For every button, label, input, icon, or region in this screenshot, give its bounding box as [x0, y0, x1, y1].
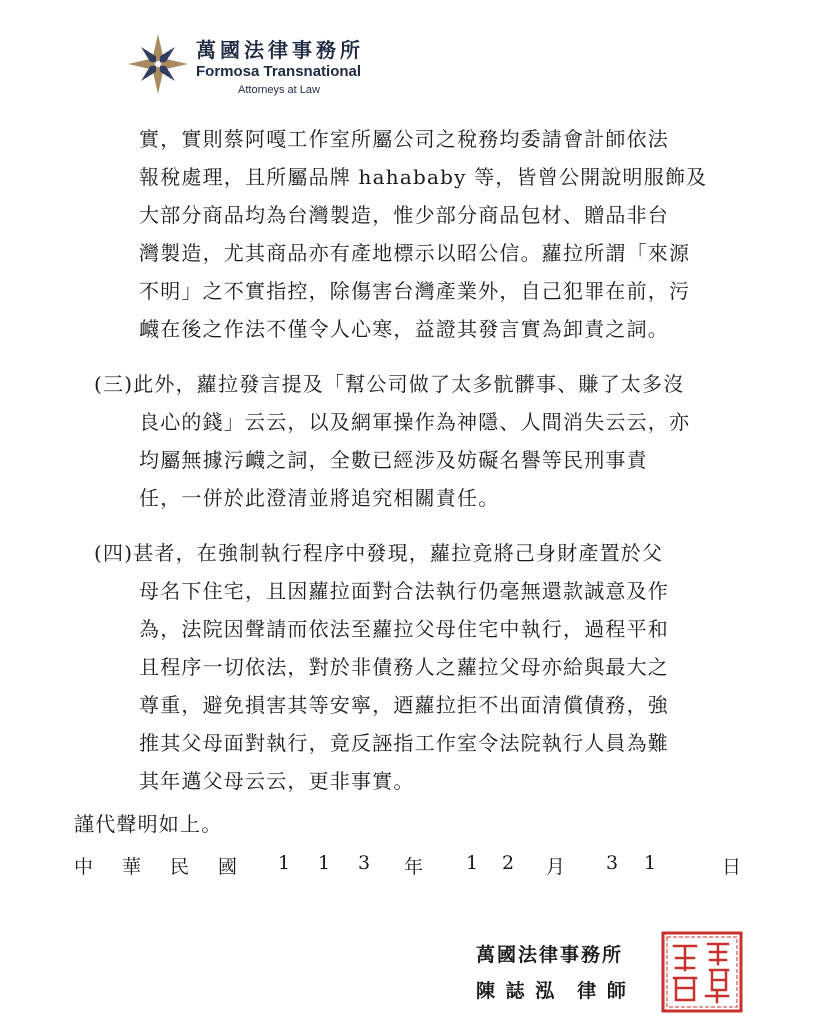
date-char: 華: [122, 856, 142, 878]
signature-firm: 萬國法律事務所: [476, 944, 624, 966]
body-line: 其年邁父母云云，更非事實。: [139, 769, 415, 793]
body-line: 報稅處理，且所屬品牌 hahababy 等，皆曾公開說明服飾及: [139, 165, 708, 189]
body-line: 尊重，避免損害其等安寧，迺蘿拉拒不出面清償債務，強: [139, 693, 669, 717]
body-line: 母名下住宅，且因蘿拉面對合法執行仍毫無還款誠意及作: [139, 579, 669, 603]
body-line: 灣製造，尤其商品亦有產地標示以昭公信。蘿拉所謂「來源: [139, 241, 691, 265]
body-line: 均屬無據污衊之詞，全數已經涉及妨礙名譽等民刑事責: [139, 448, 648, 472]
date-char: 1: [318, 852, 331, 874]
closing-line: 謹代聲明如上。: [74, 812, 223, 836]
body-line: 不明」之不實指控，除傷害台灣產業外，自己犯罪在前，污: [139, 279, 691, 303]
date-char: 1: [644, 852, 657, 874]
letterhead-firm-name-en: Formosa Transnational: [196, 63, 362, 80]
compass-star-logo-icon: [126, 32, 190, 96]
body-line: 推其父母面對執行，竟反誣指工作室令法院執行人員為難: [139, 731, 669, 755]
body-line: 實，實則蔡阿嘎工作室所屬公司之稅務均委請會計師依法: [139, 127, 669, 151]
date-char: 1: [466, 852, 479, 874]
body-line: (四)甚者，在強制執行程序中發現，蘿拉竟將己身財產置於父: [94, 541, 664, 565]
date-char: 中: [74, 856, 94, 878]
date-char: 2: [502, 852, 515, 874]
body-line: 衊在後之作法不僅令人心寒，益證其發言實為卸責之詞。: [139, 317, 669, 341]
body-line: 良心的錢」云云，以及網軍操作為神隱、人間消失云云，亦: [139, 410, 691, 434]
date-char: 3: [606, 852, 619, 874]
date-char: 日: [722, 856, 742, 878]
date-char: 年: [404, 856, 424, 878]
date-char: 民: [170, 856, 190, 878]
letterhead-firm-subtitle: Attorneys at Law: [238, 84, 320, 96]
body-line: (三)此外，蘿拉發言提及「幫公司做了太多骯髒事、賺了太多沒: [94, 372, 685, 396]
date-char: 月: [546, 856, 566, 878]
body-line: 大部分商品均為台灣製造，惟少部分商品包材、贈品非台: [139, 203, 669, 227]
date-char: 3: [358, 852, 371, 874]
signature-lawyer: 陳 誌 泓 律 師: [476, 980, 628, 1002]
body-line: 任，一併於此澄清並將追究相關責任。: [139, 486, 500, 510]
body-line: 為，法院因聲請而依法至蘿拉父母住宅中執行，過程平和: [139, 617, 669, 641]
letterhead-firm-name-cn: 萬國法律事務所: [196, 38, 364, 62]
date-char: 1: [278, 852, 291, 874]
body-line: 且程序一切依法，對於非債務人之蘿拉父母亦給與最大之: [139, 655, 669, 679]
date-char: 國: [218, 856, 238, 878]
lawyer-seal-stamp: [660, 930, 744, 1014]
